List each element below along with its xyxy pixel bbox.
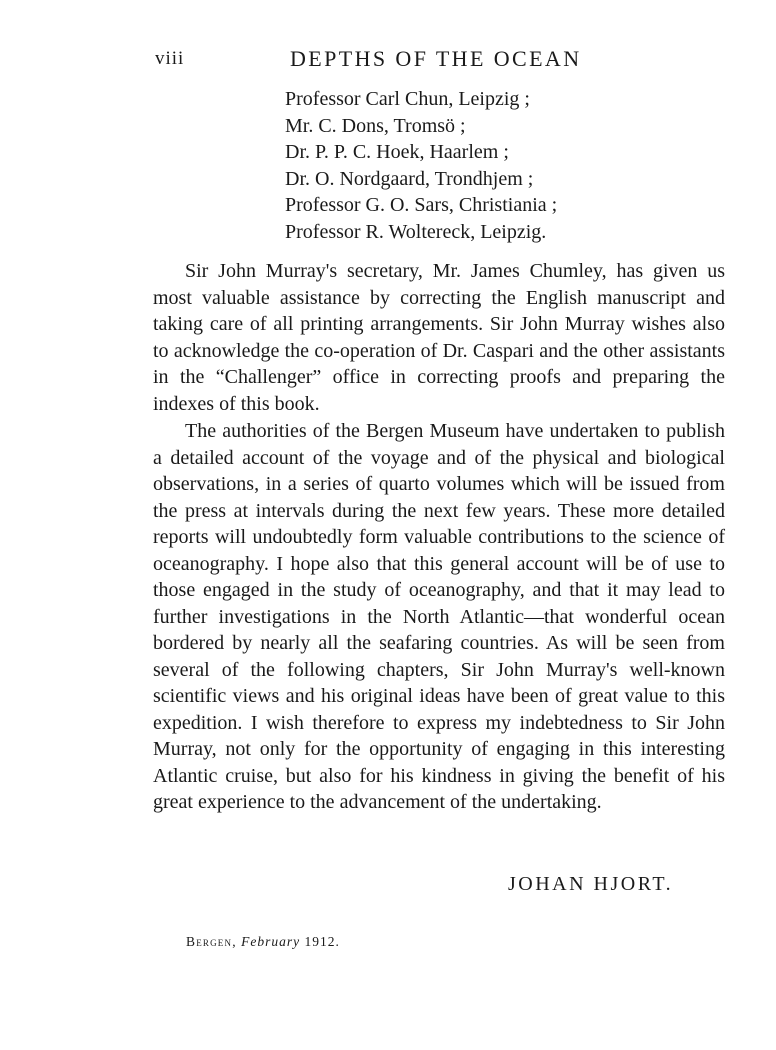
dateline-year: 1912. xyxy=(304,934,340,949)
paragraph-secretary-acknowledgment: Sir John Murray's secretary, Mr. James Chumley, has given us most valuable assistance by correcting the English manuscript and taking care of all printing arrangements. Sir John Murray wishes also to acknowledge the co-operation of Dr. Caspari and the other assistants in the “Challenger” office in correcting proofs and preparing the indexes of this book. xyxy=(153,260,725,415)
list-item: Professor Carl Chun, Leipzig ; xyxy=(285,88,530,110)
list-item: Professor G. O. Sars, Christiania ; xyxy=(285,194,558,216)
list-item: Dr. P. P. C. Hoek, Haarlem ; xyxy=(285,141,509,163)
page-number: viii xyxy=(155,48,185,69)
dateline-place: Bergen, xyxy=(186,934,237,949)
list-item: Professor R. Woltereck, Leipzig. xyxy=(285,220,547,243)
running-head xyxy=(155,46,725,76)
dateline-month: February xyxy=(241,934,301,949)
list-item: Dr. O. Nordgaard, Trondhjem ; xyxy=(285,167,534,190)
author-signature: JOHAN HJORT. xyxy=(508,873,674,895)
list-item: Mr. C. Dons, Tromsö ; xyxy=(285,114,466,137)
dateline xyxy=(186,934,340,950)
paragraph-bergen-museum: The authorities of the Bergen Museum have undertaken to publish a detailed account of the voyage and of the physical and biological observations, in a series of quarto volumes which will be issued from the press at intervals during the next few years. These more detailed reports will undoubtedly form valuable contributions to the science of oceanography. I hope also that this general account will be of use to those engaged in the study of oceanography, and that it may lead to further investigations in the North Atlantic—that wonderful ocean bordered by nearly all the seafaring countries. As will be seen from several of the following chapters, Sir John Murray's well-known scientific views and his original ideas have been of great value to this expedition. I wish therefore to express my indebtedness to Sir John Murray, not only for the opportunity of engaging in this interesting Atlantic cruise, but also for his kindness in giving the benefit of his great experience to the advancement of the undertaking. xyxy=(153,420,725,813)
acknowledged-names-list xyxy=(285,86,557,245)
running-title: DEPTHS OF THE OCEAN xyxy=(290,46,582,71)
